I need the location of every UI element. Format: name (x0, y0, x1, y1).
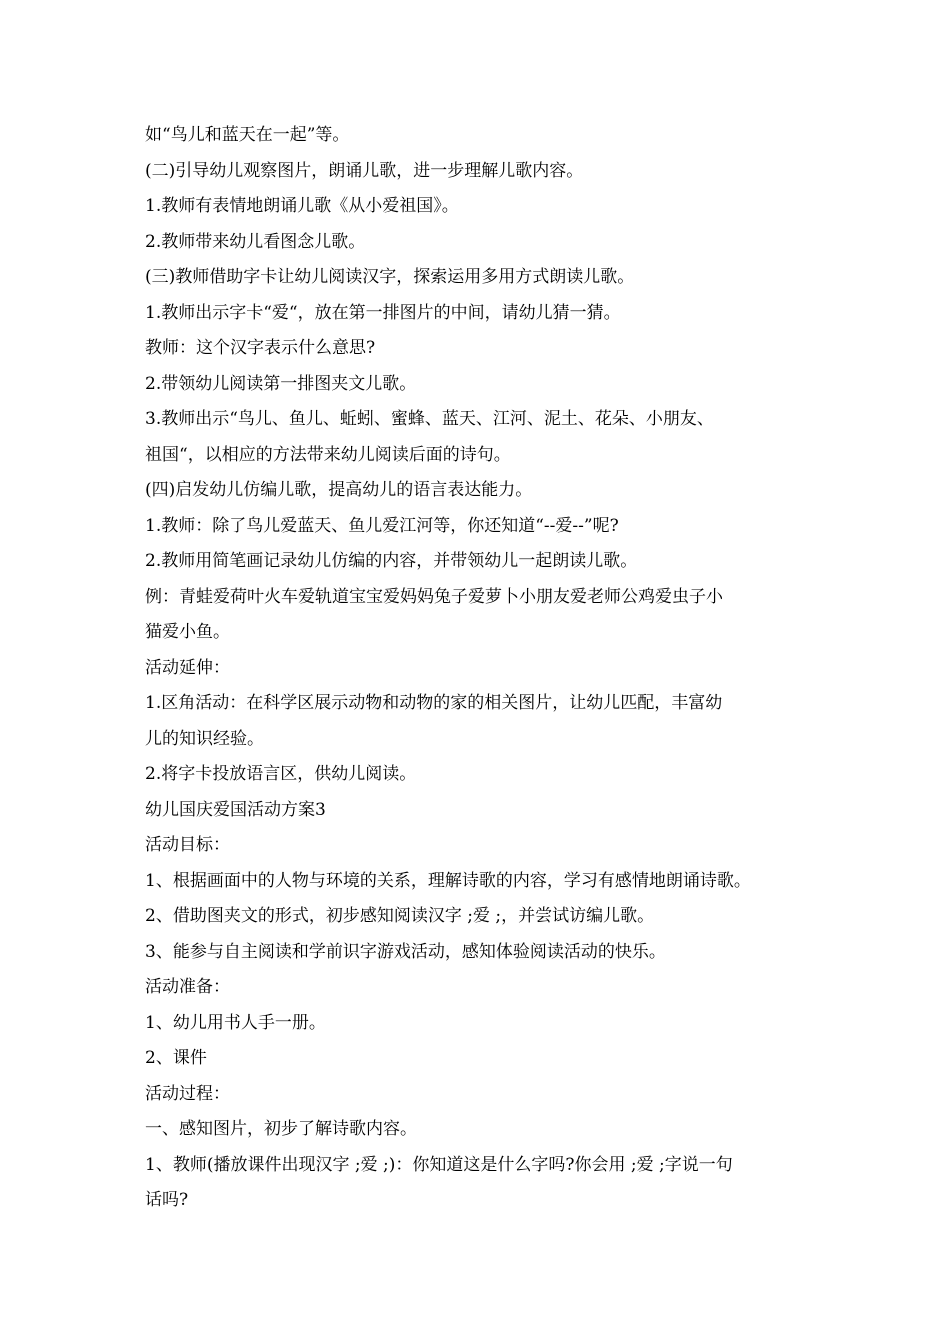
text-line: 2.带领幼儿阅读第一排图夹文儿歌。 (145, 373, 417, 394)
text-line: 1.教师：除了鸟儿爱蓝天、鱼儿爱江河等，你还知道“--爱--”呢? (145, 515, 619, 536)
text-line: 猫爱小鱼。 (145, 622, 230, 642)
text-line: 儿的知识经验。 (145, 728, 264, 749)
text-line: 1.教师出示字卡“爱“，放在第一排图片的中间，请幼儿猜一猜。 (145, 302, 621, 323)
text-line: 1、教师(播放课件出现汉字 ;爱 ;)：你知道这是什么字吗?你会用 ;爱 ;字说一句 (145, 1154, 733, 1175)
document-title: 幼儿国庆爱国活动方案3 (145, 799, 326, 820)
section-heading: 活动准备： (145, 977, 230, 997)
text-line: 1、根据画面中的人物与环境的关系，理解诗歌的内容，学习有感情地朗诵诗歌。 (145, 870, 751, 891)
section-heading: 活动目标： (145, 835, 230, 855)
text-line: 话吗? (145, 1190, 189, 1210)
text-line: 2.教师用简笔画记录幼儿仿编的内容，并带领幼儿一起朗读儿歌。 (145, 551, 638, 571)
text-line: 教师：这个汉字表示什么意思? (145, 338, 376, 358)
text-line: 3.教师出示“鸟儿、鱼儿、蚯蚓、蜜蜂、蓝天、江河、泥土、花朵、小朋友、 (145, 409, 714, 429)
text-line: 1.教师有表情地朗诵儿歌《从小爱祖国》。 (145, 196, 459, 216)
text-line: 例：青蛙爱荷叶火车爱轨道宝宝爱妈妈兔子爱萝卜小朋友爱老师公鸡爱虫子小 (145, 586, 723, 607)
section-heading: (二)引导幼儿观察图片，朗诵儿歌，进一步理解儿歌内容。 (145, 160, 584, 181)
text-line: 2、课件 (145, 1048, 207, 1068)
text-line: 1、幼儿用书人手一册。 (145, 1012, 326, 1033)
text-line: 1.区角活动：在科学区展示动物和动物的家的相关图片，让幼儿匹配，丰富幼 (145, 693, 723, 713)
section-heading: 活动延伸： (145, 657, 230, 678)
text-line: 3、能参与自主阅读和学前识字游戏活动，感知体验阅读活动的快乐。 (145, 941, 666, 962)
text-line: 如“鸟儿和蓝天在一起”等。 (145, 125, 350, 145)
text-line: 祖国“，以相应的方法带来幼儿阅读后面的诗句。 (145, 444, 511, 465)
text-line: 2.教师带来幼儿看图念儿歌。 (145, 231, 366, 252)
section-heading: (四)启发幼儿仿编儿歌，提高幼儿的语言表达能力。 (145, 480, 533, 500)
text-line: 一、感知图片，初步了解诗歌内容。 (145, 1119, 417, 1139)
text-line: 2.将字卡投放语言区，供幼儿阅读。 (145, 764, 417, 784)
text-line: 2、借助图夹文的形式，初步感知阅读汉字 ;爱 ;，并尝试访编儿歌。 (145, 906, 655, 926)
document-body (145, 118, 825, 1219)
section-heading: 活动过程： (145, 1083, 230, 1104)
section-heading: (三)教师借助字卡让幼儿阅读汉字，探索运用多用方式朗读儿歌。 (145, 267, 635, 287)
